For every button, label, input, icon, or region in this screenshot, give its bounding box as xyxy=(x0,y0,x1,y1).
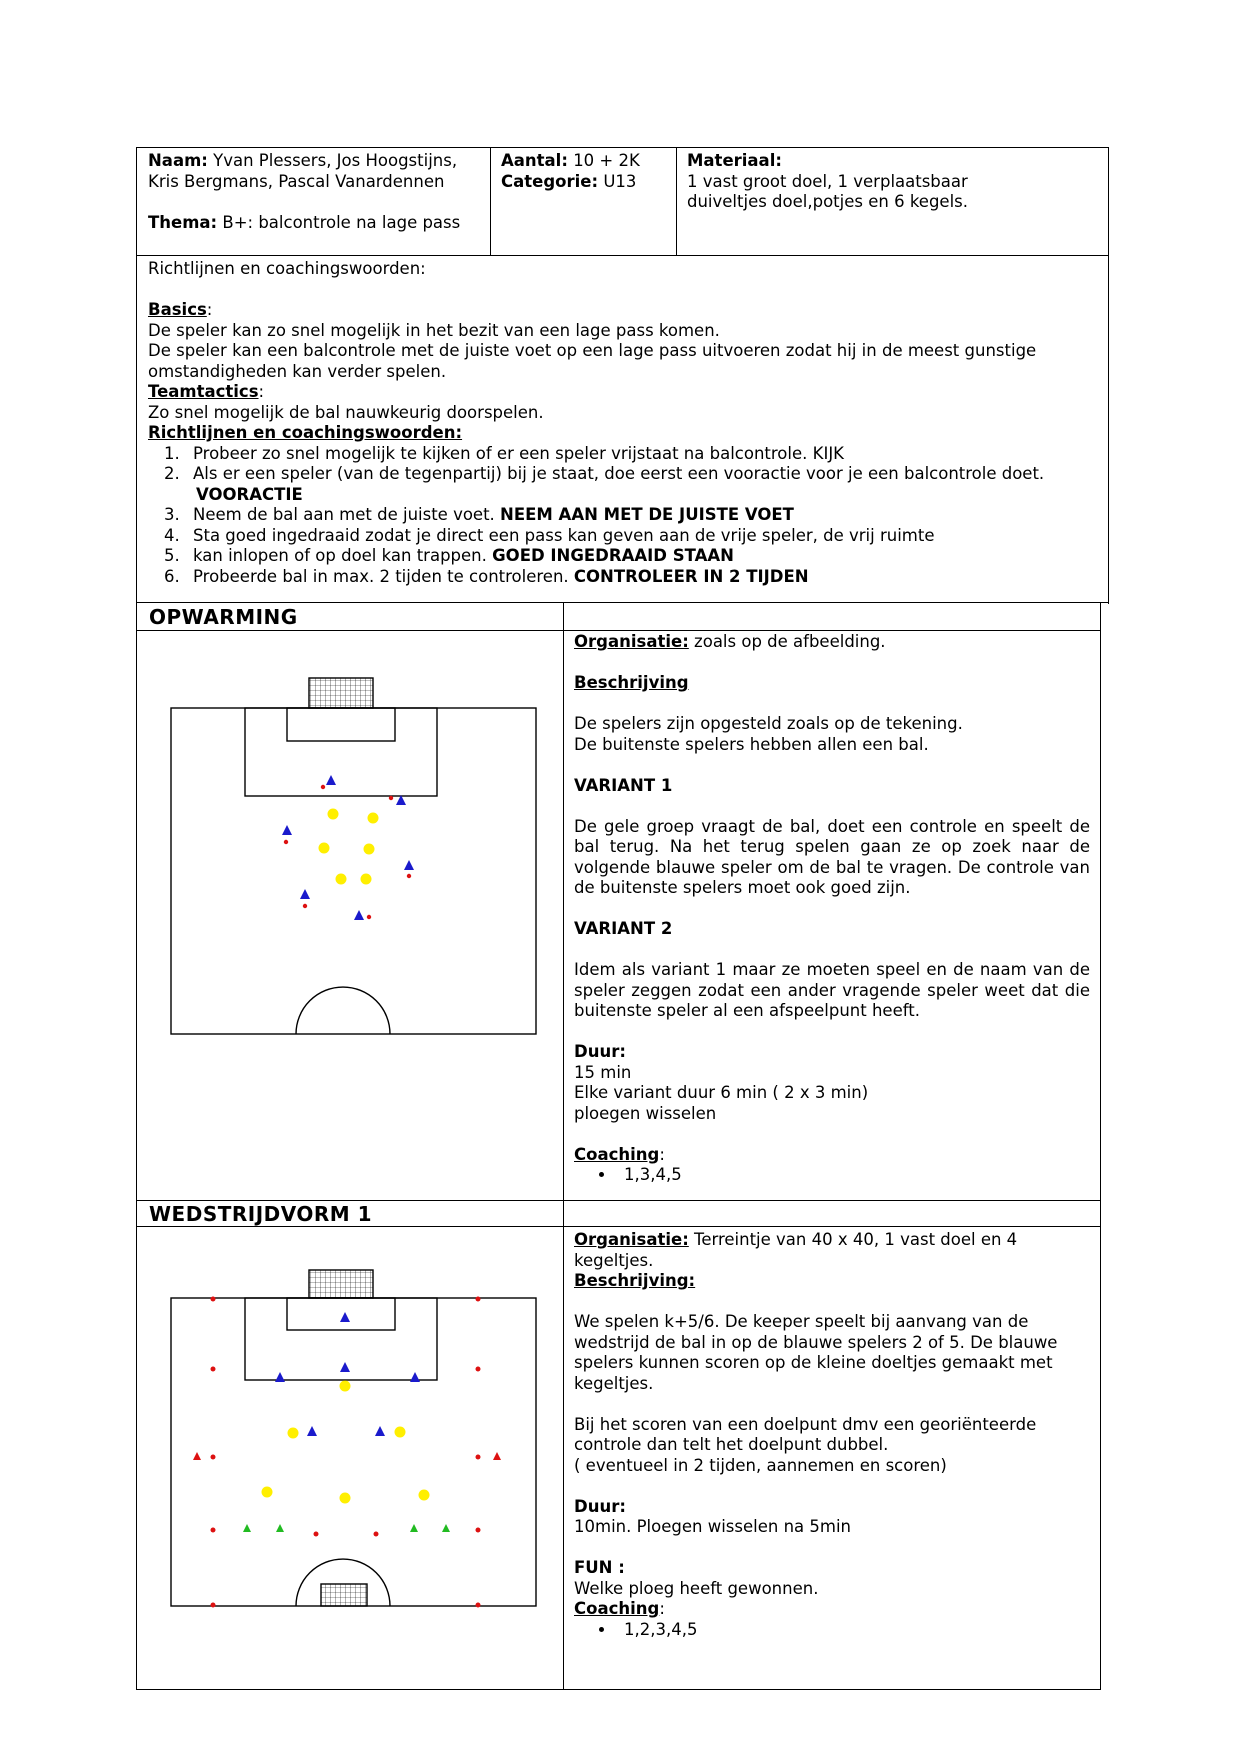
variant2-text: Idem als variant 1 maar ze moeten speel en de naam van de speler zeggen zodat een ander vragende speler weet dat die buitenste speler al een afspeelpunt heeft. xyxy=(574,960,1090,1020)
materiaal-label: Materiaal: xyxy=(687,151,782,170)
opwarming-coaching-label: Coaching xyxy=(574,1144,660,1164)
opwarming-text: Organisatie: zoals op de afbeelding. Beschrijving De spelers zijn opgesteld zoals op de tekening. De buitenste spelers hebben allen een bal. VARIANT 1 De gele groep vraagt de bal, doet een controle en speelt de bal terug. Na het terug spelen gaan ze op zoek naar de volgende blauwe speler om de bal te vragen. De controle van de buitenste spelers moet ook goed zijn. VARIANT 2 Idem als variant 1 maar ze moeten speel en de naam van de speler zeggen zodat een ander vragende speler weet dat die buitenste speler al een afspeelpunt heeft. Duur: 15 min Elke variant duur 6 min ( 2 x 3 min) ploegen wisselen Coaching: • 1,3,4,5 xyxy=(574,632,1090,1186)
wedstrijdvorm-text: Organisatie: Terreintje van 40 x 40, 1 vast doel en 4 kegeltjes. Beschrijving: We spelen k+5/6. De keeper speelt bij aanvang van de wedstrijd de bal in op de blauwe spelers 2 of 5. De blauwe spelers kunnen scoren op de kleine doeltjes gemaakt met kegeltjes. Bij het scoren van een doelpunt dmv een georiënteerde controle dan telt het doelpunt dubbel. ( eventueel in 2 tijden, aannemen en scoren) Duur: 10min. Ploegen wisselen na 5min FUN : Welke ploeg heeft gewonnen. Coaching: • 1,2,3,4,5 xyxy=(574,1230,1090,1640)
materiaal-line2: duiveltjes doel,potjes en 6 kegels. xyxy=(687,192,968,211)
goal-icon xyxy=(309,1270,373,1298)
categorie-label: Categorie: xyxy=(501,171,599,191)
thema-value: B+: balcontrole na lage pass xyxy=(222,212,461,232)
basics-line1: De speler kan zo snel mogelijk in het bezit van een lage pass komen. xyxy=(148,320,720,340)
wv-beschrijving-label: Beschrijving: xyxy=(574,1271,696,1290)
wedstrijdvorm-title: WEDSTRIJDVORM 1 xyxy=(149,1202,373,1226)
opwarming-duur-label: Duur: xyxy=(574,1042,626,1061)
opwarming-field-diagram xyxy=(165,670,545,1040)
teamtactics-line: Zo snel mogelijk de bal nauwkeurig doorspelen. xyxy=(148,402,544,422)
wv-duur-value: 10min. Ploegen wisselen na 5min xyxy=(574,1517,851,1536)
basics-line2: De speler kan een balcontrole met de juiste voet op een lage pass uitvoeren zodat hij in de meest gunstige omstandigheden kan verder spelen. xyxy=(148,341,1037,381)
variant1-label: VARIANT 1 xyxy=(574,775,673,795)
aantal-value: 10 + 2K xyxy=(573,151,640,170)
blue-cone-icon xyxy=(282,825,292,844)
opwarming-organisatie-label: Organisatie: xyxy=(574,632,689,651)
goal-icon xyxy=(309,678,373,708)
rule-item: 1. Probeer zo snel mogelijk te kijken of er een speler vrijstaat na balcontrole. KIJK xyxy=(185,444,1103,465)
yellow-player xyxy=(368,813,379,824)
blue-cone-icon xyxy=(354,910,371,920)
wv-score-line2: ( eventueel in 2 tijden, aannemen en scoren) xyxy=(574,1455,947,1475)
penalty-area xyxy=(245,708,437,796)
blue-cone-icon xyxy=(404,860,414,878)
rule-item: 3. Neem de bal aan met de juiste voet. NEEM AAN MET DE JUISTE VOET xyxy=(185,505,1103,526)
guidelines-intro: Richtlijnen en coachingswoorden: xyxy=(148,259,426,278)
rules-list xyxy=(100,444,1103,588)
wv-organisatie-label: Organisatie: xyxy=(574,1230,689,1249)
yellow-player xyxy=(364,844,375,855)
aantal-label: Aantal: xyxy=(501,151,568,170)
yellow-player xyxy=(336,874,347,885)
opwarming-title: OPWARMING xyxy=(149,605,298,629)
yellow-player-markers xyxy=(262,1381,430,1504)
rule-item: 4. Sta goed ingedraaid zodat je direct een pass kan geven aan de vrije speler, de vrij ruimte xyxy=(185,526,1103,547)
rule-item: 2. Als er een speler (van de tegenpartij) bij je staat, doe eerst een vooractie voor je een balcontrole doet. VOORACTIE xyxy=(185,464,1103,505)
wv-duur-label: Duur: xyxy=(574,1496,626,1516)
wv-score-line1: Bij het scoren van een doelpunt dmv een georiënteerde controle dan telt het doelpunt dubbel. xyxy=(574,1414,1037,1454)
red-cone-markers xyxy=(193,1297,501,1608)
yellow-player xyxy=(319,843,330,854)
basics-label: Basics xyxy=(148,300,207,319)
header-naam xyxy=(148,151,488,233)
opwarming-duur-line1: 15 min xyxy=(574,1062,632,1082)
naam-value-line2: Kris Bergmans, Pascal Vanardennen xyxy=(148,171,445,191)
wv-coaching-label: Coaching xyxy=(574,1599,660,1618)
naam-value-line1: Yvan Plessers, Jos Hoogstijns, xyxy=(213,151,458,170)
header-aantal xyxy=(501,151,671,192)
opwarming-coaching-list xyxy=(574,1165,1090,1186)
coaching-item: • 1,3,4,5 xyxy=(616,1165,1090,1186)
opwarming-beschrijving-line2: De buitenste spelers hebben allen een bal. xyxy=(574,734,929,754)
goal-area xyxy=(287,708,395,741)
yellow-player xyxy=(361,874,372,885)
opwarming-beschrijving-line1: De spelers zijn opgesteld zoals op de tekening. xyxy=(574,714,963,733)
rules-label: Richtlijnen en coachingswoorden: xyxy=(148,423,463,442)
field-outline xyxy=(171,708,536,1034)
penalty-area xyxy=(245,1298,437,1380)
guidelines-block: Richtlijnen en coachingswoorden: Basics: De speler kan zo snel mogelijk in het bezit van een lage pass komen. De speler kan een balcontrole met de juiste voet op een lage pass uitvoeren zodat hij in de meest gunstige omstandigheden kan verder spelen. Teamtactics: Zo snel mogelijk de bal nauwkeurig doorspelen. Richtlijnen en coachingswoorden: 1. Probeer zo snel mogelijk te kijken of er een speler vrijstaat na balcontrole. KIJK 2. Als er een speler (van de tegenpartij) bij je staat, doe eerst een vooractie voor je een balcontrole doet. VOORACTIE 3. Neem de bal aan met de juiste voet. NEEM AAN MET DE JUISTE VOET 4. Sta goed ingedraaid zodat je direct een pass kan geven aan de vrije speler, de vrij ruimte 5. kan inlopen of op doel kan trappen. GOED INGEDRAAID STAAN 6. Probeerde bal in max. 2 tijden te controleren. CONTROLEER IN 2 TIJDEN xyxy=(148,259,1103,587)
wv-fun-label: FUN : xyxy=(574,1558,625,1577)
opwarming-organisatie-value: zoals op de afbeelding. xyxy=(688,632,886,651)
wv-beschrijving-text: We spelen k+5/6. De keeper speelt bij aanvang van de wedstrijd de bal in op de blauwe spelers 2 of 5. De blauwe spelers kunnen scoren op de kleine doeltjes gemaakt met kegeltjes. xyxy=(574,1312,1058,1393)
opwarming-duur-line2: Elke variant duur 6 min ( 2 x 3 min) xyxy=(574,1083,869,1102)
teamtactics-label: Teamtactics xyxy=(148,382,259,401)
wv-organisatie-value: Terreintje van 40 x 40, 1 vast doel en 4 kegeltjes. xyxy=(574,1230,1018,1270)
opwarming-beschrijving-label: Beschrijving xyxy=(574,673,689,692)
wv-coaching-list xyxy=(574,1620,1090,1641)
rule-item: 5. kan inlopen of op doel kan trappen. GOED INGEDRAAID STAAN xyxy=(185,546,1103,567)
rule-item: 6. Probeerde bal in max. 2 tijden te controleren. CONTROLEER IN 2 TIJDEN xyxy=(185,567,1103,588)
wedstrijdvorm-field-diagram xyxy=(165,1262,545,1612)
header-materiaal xyxy=(687,151,1102,213)
center-circle xyxy=(296,987,390,1034)
variant1-text: De gele groep vraagt de bal, doet een controle en speelt de bal terug. Na het terug spelen gaan ze op zoek naar de volgende blauwe speler om de bal te vragen. De controle van de buitenste spelers moet ook goed zijn. xyxy=(574,816,1090,897)
materiaal-line1: 1 vast groot doel, 1 verplaatsbaar xyxy=(687,171,968,191)
wv-fun-value: Welke ploeg heeft gewonnen. xyxy=(574,1578,819,1598)
naam-label: Naam: xyxy=(148,151,208,170)
yellow-player xyxy=(328,809,339,820)
variant2-label: VARIANT 2 xyxy=(574,919,673,938)
goal-area xyxy=(287,1298,395,1330)
green-cone-markers xyxy=(243,1524,450,1532)
categorie-value: U13 xyxy=(603,171,637,191)
blue-cone-icon xyxy=(300,889,310,908)
blue-cone-icon xyxy=(321,775,336,789)
small-goal-icon xyxy=(321,1584,367,1606)
opwarming-duur-line3: ploegen wisselen xyxy=(574,1103,717,1123)
thema-label: Thema: xyxy=(148,212,218,232)
coaching-item: • 1,2,3,4,5 xyxy=(616,1620,1090,1641)
